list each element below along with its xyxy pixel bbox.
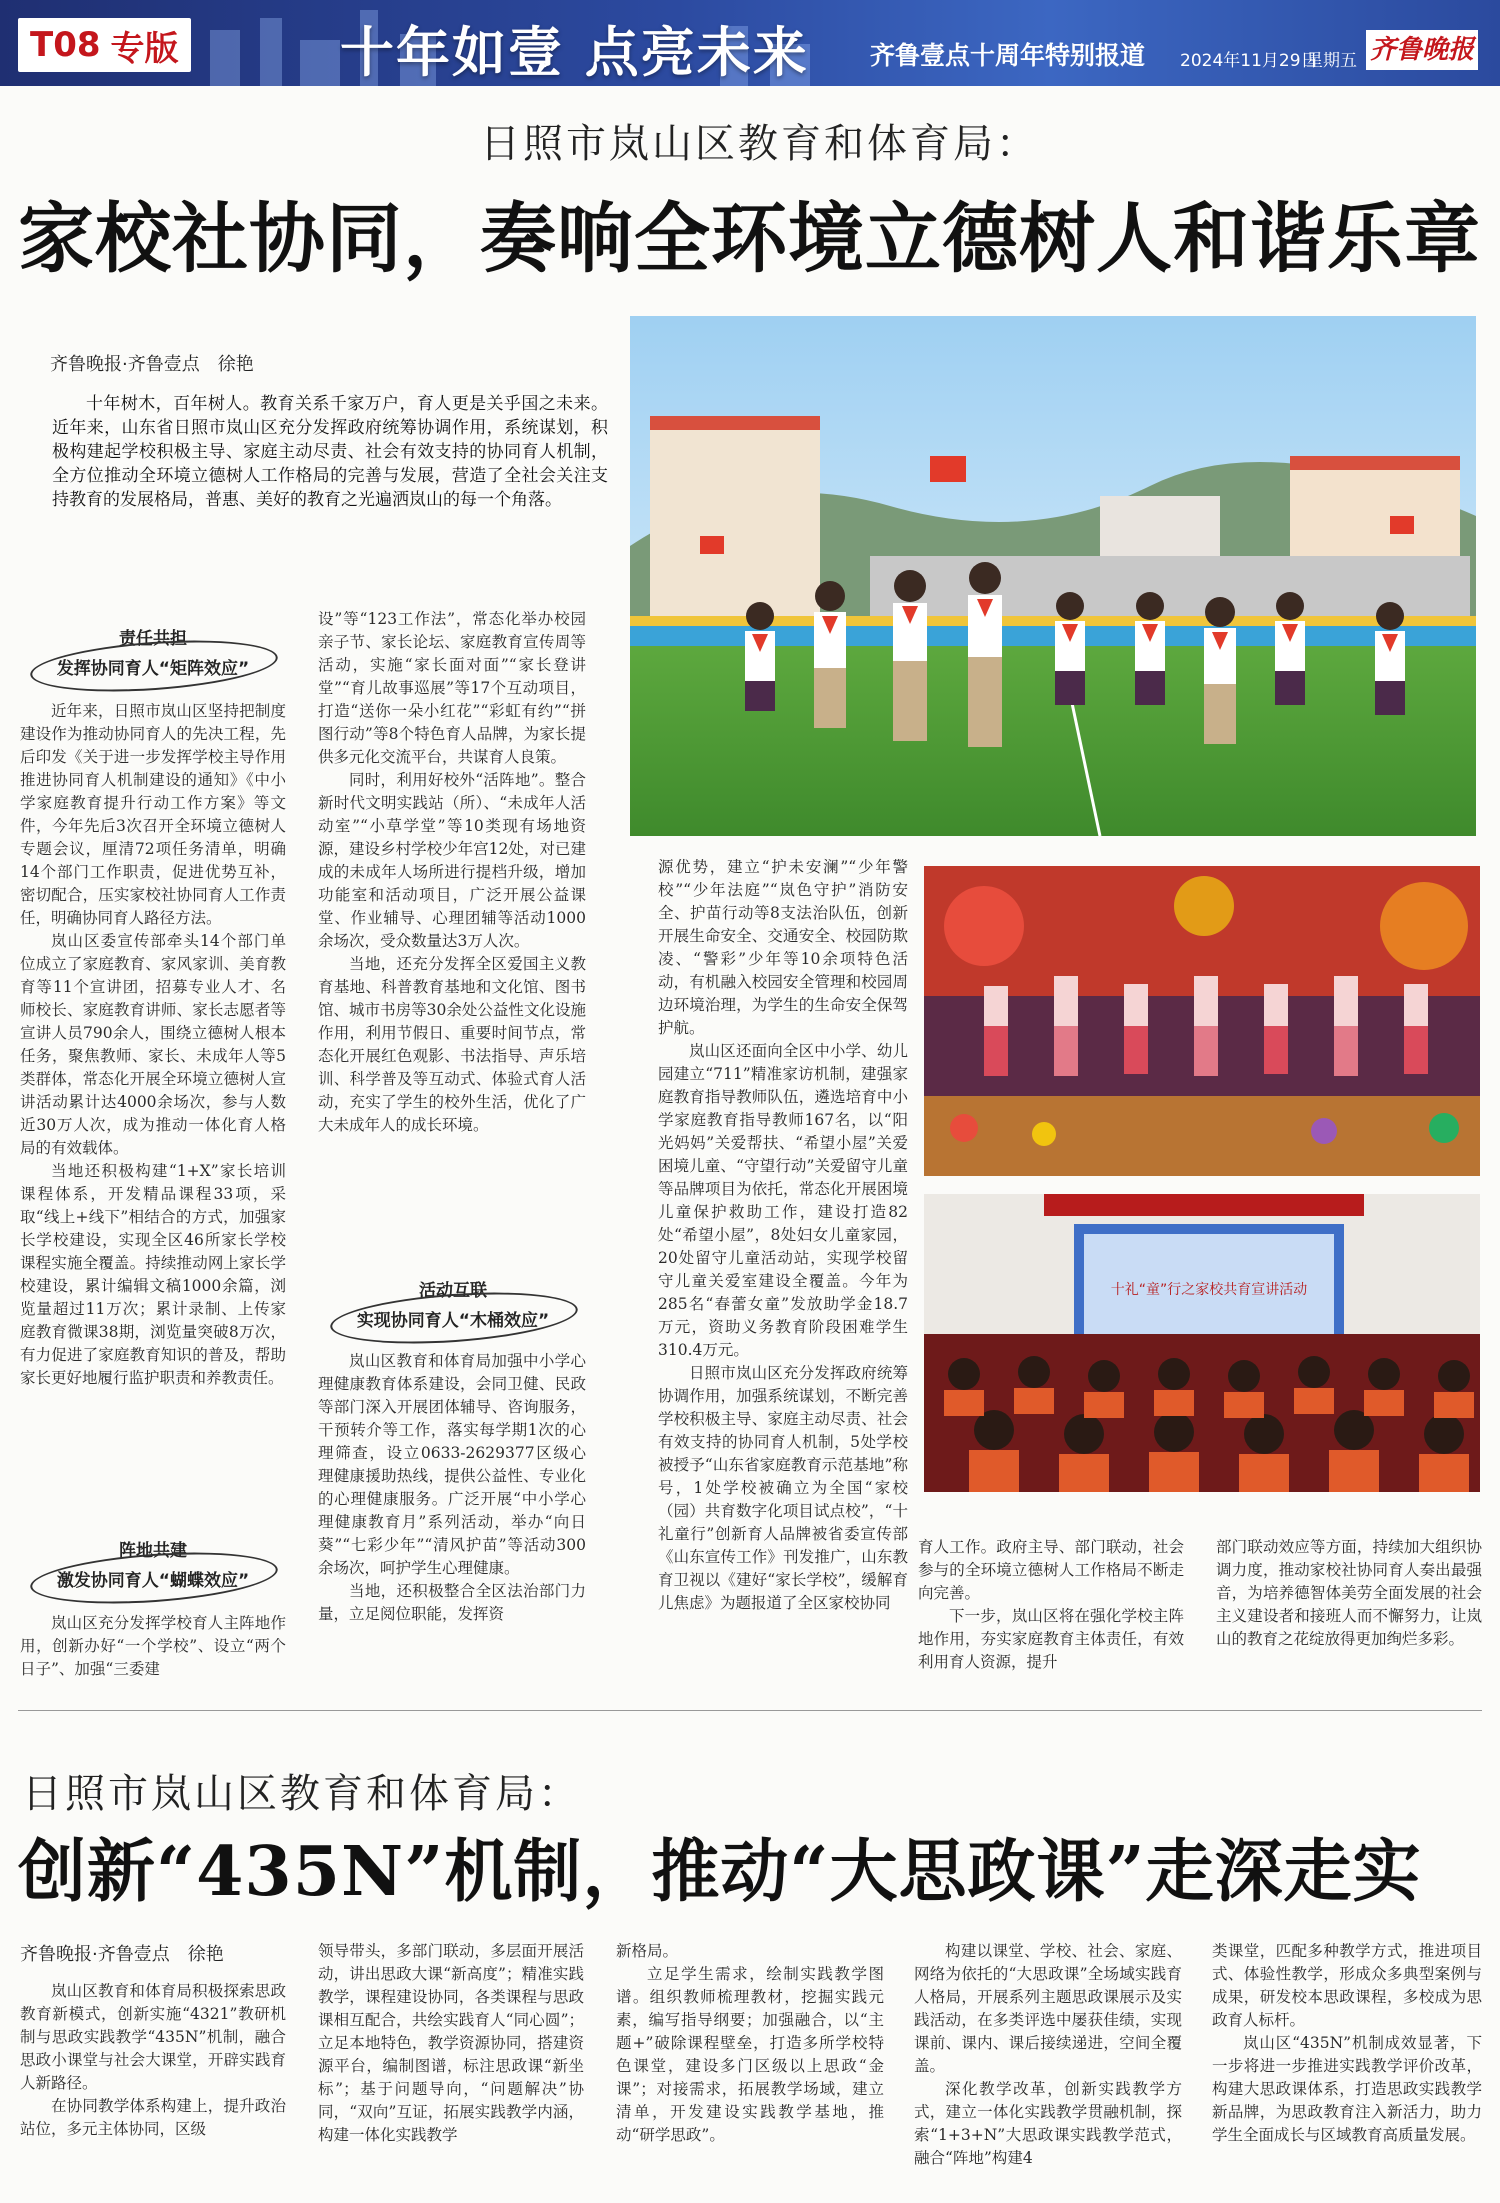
article1-intro bbox=[52, 392, 608, 542]
paragraph: 育人工作。政府主导、部门联动，社会参与的全环境立德树人工作格局不断走向完善。 bbox=[918, 1538, 1184, 1602]
article1-column-1 bbox=[20, 700, 286, 1530]
subhead-title: 激发协同育人“蝴蝶效应” bbox=[56, 1571, 250, 1591]
paragraph: 深化教学改革，创新实践教学方式，建立一体化实践教学贯融机制，探索“1+3+N”大思政课实践教学范式，融合“阵地”构建4 bbox=[914, 2080, 1182, 2167]
paragraph: 日照市岚山区充分发挥政府统筹协调作用，加强系统谋划，不断完善学校积极主导、家庭主动尽责、社会有效支持的协同育人机制，5处学校被授予“山东省家庭教育示范基地”称号，1处学校被确立为全国“家校（园）共育数字化项目试点校”，“十礼童行”创新育人品牌被省委宣传部《山东宣传工作》刊发推广，山东教育卫视以《建好“家长学校”，缓解育儿焦虑》为题报道了全区家校协同 bbox=[658, 1364, 908, 1612]
paragraph: 岚山区还面向全区中小学、幼儿园建立“711”精准家访机制，建强家庭教育指导教师队伍，遴选培育中小学家庭教育指导教师167名，以“阳光妈妈”关爱帮扶、“希望小屋”关爱困境儿童、“守望行动”关爱留守儿童等品牌项目为依托，常态化开展困境儿童保护救助工作，建设打造82处“希望小屋”，8处妇女儿童家园，20处留守儿童活动站，实现学校留守儿童关爱室建设全覆盖。今年为285名“春蕾女童”发放助学金18.7万元，资助义务教育阶段困难学生310.4万元。 bbox=[658, 1042, 908, 1359]
article1-column-2-lower bbox=[318, 1350, 586, 1682]
paragraph: 当地，还积极整合全区法治部门力量，立足阅位职能，发挥资 bbox=[318, 1582, 586, 1623]
subhead-title: 实现协同育人“木桶效应” bbox=[356, 1311, 550, 1331]
paragraph: 近年来，日照市岚山区坚持把制度建设作为推动协同育人的先决工程，先后印发《关于进一步发挥学校主导作用推进协同育人机制建设的通知》《中小学家庭教育提升行动工作方案》等文件，今年先后3次召开全环境立德树人专题会议，厘清72项任务清单，明确14个部门工作职责，促进优势互补，密切配合，压实家校社协同育人工作责任，明确协同育人路径方法。 bbox=[20, 702, 286, 927]
subhead-title: 发挥协同育人“矩阵效应” bbox=[56, 659, 250, 679]
page-section-tag bbox=[18, 18, 191, 72]
article1-kicker: 日照市岚山区教育和体育局： bbox=[480, 121, 1039, 167]
intro-paragraph: 十年树木，百年树人。教育关系千家万户，育人更是关乎国之未来。近年来，山东省日照市岚山区充分发挥政府统筹协调作用，系统谋划，积极构建起学校积极主导、家庭主动尽责、社会有效支持的协同育人机制，全方位推动全环境立德树人工作格局的完善与发展，营造了全社会关注支持教育的发展格局，普惠、美好的教育之光遍洒岚山的每一个角落。 bbox=[52, 394, 608, 510]
paragraph: 在协同教学体系构建上，提升政治站位，多元主体协同，区级 bbox=[20, 2097, 286, 2138]
newspaper-logo: 齐鲁晚报 bbox=[1366, 30, 1478, 70]
article2-column-3 bbox=[616, 1940, 884, 2195]
article2-kicker: 日照市岚山区教育和体育局： bbox=[22, 1771, 581, 1817]
section-divider bbox=[18, 1710, 1482, 1711]
paragraph: 领导带头，多部门联动，多层面开展活动，讲出思政大课“新高度”；精准实践教学，课程建设协同，各类课程与思政课相互配合，共绘实践育人“同心圆”；立足本地特色，教学资源协同，搭建资源平台，编制图谱，标注思政课“新坐标”；基于问题导向，“问题解决”协同，“双向”互证，拓展实践教学内涵，构建一体化实践教学 bbox=[318, 1942, 584, 2144]
slide-title: 十礼“童”行之家校共育宣讲活动 bbox=[1110, 1282, 1308, 1298]
photo-stage-performance bbox=[924, 866, 1480, 1176]
subhead-caption: 责任共担 bbox=[119, 629, 187, 649]
photo-students-running bbox=[630, 316, 1476, 836]
page-number: T08 bbox=[30, 25, 101, 65]
paragraph: 岚山区教育和体育局加强中小学心理健康教育体系建设，会同卫健、民政等部门深入开展团体辅导、咨询服务，干预转介等工作，落实每学期1次的心理筛查，设立0633-2629377区级心理健康援助热线，提供公益性、专业化的心理健康服务。广泛开展“中小学心理健康教育月”系列活动，举办“向日葵”“七彩少年”“清风护苗”等活动300余场次，呵护学生心理健康。 bbox=[318, 1352, 586, 1577]
paragraph: 岚山区教育和体育局积极探索思政教育新模式，创新实施“4321”教研机制与思政实践教学“435N”机制，融合思政小课堂与社会大课堂，开辟实践育人新路径。 bbox=[20, 1982, 286, 2092]
issue-date: 2024年11月29日 bbox=[1180, 51, 1318, 71]
paragraph: 同时，利用好校外“活阵地”。整合新时代文明实践站（所）、“未成年人活动室”“小草学堂”等10类现有场地资源，建设乡村学校少年宫12处，对已建成的未成年人场所进行提档升级，增加功能室和活动项目，广泛开展公益课堂、作业辅导、心理团辅等活动1000余场次，受众数量达3万人次。 bbox=[318, 771, 586, 950]
paragraph: 当地，还充分发挥全区爱国主义教育基地、科普教育基地和文化馆、图书馆、城市书房等30余处公益性文化设施作用，利用节假日、重要时间节点，常态化开展红色观影、书法指导、声乐培训、科学普及等互动式、体验式育人活动，充实了学生的校外生活，优化了广大未成年人的成长环境。 bbox=[318, 955, 586, 1134]
article1-column-2 bbox=[318, 608, 586, 1268]
subhead-base bbox=[28, 1536, 278, 1604]
article1-column-1-tail bbox=[20, 1612, 286, 1682]
paragraph: 设”等“123工作法”，常态化举办校园亲子节、家长论坛、家庭教育宣传周等活动，实施“家长面对面”“家长登讲堂”“育儿故事巡展”等17个互动项目，打造“送你一朵小红花”“彩虹有约”“拼图行动”等8个特色育人品牌，为家长提供多元化交流平台，共谋育人良策。 bbox=[318, 610, 586, 766]
subhead-caption: 活动互联 bbox=[419, 1281, 487, 1301]
issue-weekday: 星期五 bbox=[1306, 51, 1357, 71]
paragraph: 当地还积极构建“1+X”家长培训课程体系，开发精品课程33项，采取“线上+线下”相结合的方式，加强家长学校建设，实现全区46所家长学校课程实施全覆盖。持续推动网上家长学校建设，累计编辑文稿1000余篇，浏览量超过11万次；累计录制、上传家庭教育微课38期，浏览量突破8万次，有力促进了家庭教育知识的普及，帮助家长更好地履行监护职责和养教责任。 bbox=[20, 1162, 286, 1387]
article2-byline: 齐鲁晚报·齐鲁壹点 徐艳 bbox=[20, 1944, 224, 1965]
article2-column-4 bbox=[914, 1940, 1182, 2195]
subhead-activities bbox=[328, 1276, 578, 1344]
article2-column-1 bbox=[20, 1980, 286, 2195]
article2-headline: 创新“435N”机制，推动“大思政课”走深走实 bbox=[18, 1832, 1422, 1912]
subhead-caption: 阵地共建 bbox=[119, 1541, 187, 1561]
paragraph: 类课堂，匹配多种教学方式，推进项目式、体验性教学，形成众多典型案例与成果，研发校本思政课程，多校成为思政育人标杆。 bbox=[1212, 1942, 1482, 2029]
paragraph: 构建以课堂、学校、社会、家庭、网络为依托的“大思政课”全场域实践育人格局，开展系列主题思政课展示及实践活动，在多类评选中屡获佳绩，实现课前、课内、课后接续递进，空间全覆盖。 bbox=[914, 1942, 1182, 2075]
paragraph: 下一步，岚山区将在强化学校主阵地作用，夯实家庭教育主体责任，有效利用育人资源，提升 bbox=[918, 1607, 1184, 1671]
article2-column-2 bbox=[318, 1940, 584, 2195]
article1-byline: 齐鲁晚报·齐鲁壹点 徐艳 bbox=[50, 354, 254, 375]
article1-column-3 bbox=[658, 856, 908, 1682]
special-report-label: 齐鲁壹点十周年特别报道 bbox=[870, 41, 1146, 70]
photo-lecture-hall bbox=[924, 1194, 1480, 1492]
masthead-banner bbox=[0, 0, 1500, 86]
article1-headline: 家校社协同，奏响全环境立德树人和谐乐章 bbox=[18, 194, 1481, 283]
subhead-responsibility bbox=[28, 624, 278, 692]
article2-column-5 bbox=[1212, 1940, 1482, 2195]
column-name: 专版 bbox=[110, 28, 179, 69]
paragraph: 岚山区委宣传部牵头14个部门单位成立了家庭教育、家风家训、美育教育等11个宣讲团，招募专业人才、名师校长、家庭教育讲师、家长志愿者等宣讲人员790余人，围绕立德树人根本任务，聚焦教师、家长、未成年人等5类群体，常态化开展全环境立德树人宣讲活动累计达4000余场次，参与人数近30万人次，成为推动一体化育人格局的有效载体。 bbox=[20, 932, 286, 1157]
article1-column-5 bbox=[1216, 1536, 1482, 1682]
paragraph: 立足学生需求，绘制实践教学图谱。组织教师梳理教材，挖掘实践元素，编写指导纲要；加强融合，以“主题+”破除课程壁垒，打造多所学校特色课堂，建设多门区级以上思政“金课”；对接需求，拓展教学场域，建立清单，开发建设实践教学基地，推动“研学思政”。 bbox=[616, 1965, 884, 2144]
article1-column-4 bbox=[918, 1536, 1184, 1682]
paragraph: 源优势，建立“护未安澜”“少年警校”“少年法庭”“岚色守护”消防安全、护苗行动等8支法治队伍，创新开展生命安全、交通安全、校园防欺凌、“警彩”少年等10余项特色活动，有机融入校园安全管理和校园周边环境治理，为学生的生命安全保驾护航。 bbox=[658, 858, 908, 1037]
paragraph: 新格局。 bbox=[616, 1942, 679, 1960]
paragraph: 岚山区充分发挥学校育人主阵地作用，创新办好“一个学校”、设立“两个日子”、加强“三委建 bbox=[20, 1614, 286, 1678]
paragraph: 岚山区“435N”机制成效显著，下一步将进一步推进实践教学评价改革，构建大思政课体系，打造思政实践教学新品牌，为思政教育注入新活力，助力学生全面成长与区域教育高质量发展。 bbox=[1212, 2034, 1482, 2144]
anniversary-slogan: 十年如壹 点亮未来 bbox=[340, 21, 809, 84]
paragraph: 部门联动效应等方面，持续加大组织协调力度，推动家校社协同育人奏出最强音，为培养德智体美劳全面发展的社会主义建设者和接班人而不懈努力，让岚山的教育之花绽放得更加绚烂多彩。 bbox=[1216, 1538, 1482, 1648]
